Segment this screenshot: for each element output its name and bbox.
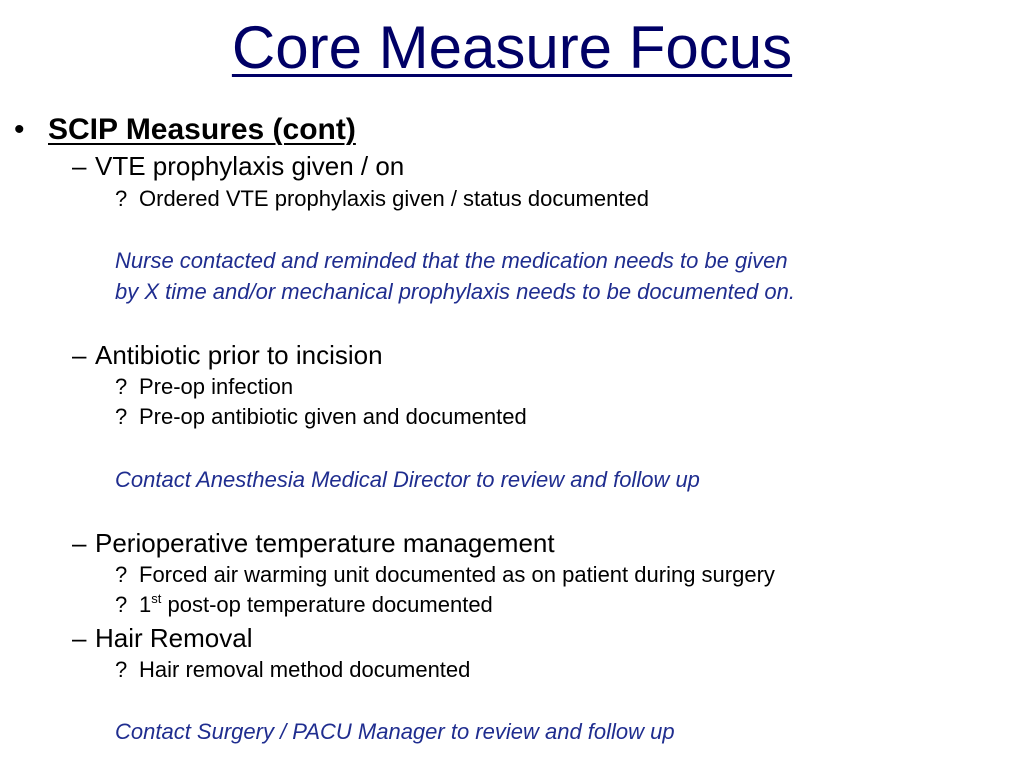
sub-item [115,561,775,589]
sub-item-text: post-op temperature documented [161,592,493,617]
dash-icon: – [72,528,87,558]
superscript: st [151,591,162,606]
dash-icon: – [72,623,87,653]
note-line: Contact Anesthesia Medical Director to review and follow up [115,467,700,492]
section-heading [14,110,356,150]
sub-item-text: Hair removal method documented [139,657,471,682]
sub-item [115,373,293,401]
sub-item-text: Forced air warming unit documented as on patient during surgery [139,562,775,587]
question-mark-icon: ? [115,186,128,211]
sub-item-text: Ordered VTE prophylaxis given / status documented [139,186,649,211]
section-heading-label: SCIP Measures (cont) [48,113,356,146]
note-line: Nurse contacted and reminded that the medication needs to be given [115,248,788,273]
list-item-temperature [72,527,555,559]
list-item-label: Perioperative temperature management [95,528,555,558]
sub-item-prefix: 1 [139,592,152,617]
question-mark-icon: ? [115,404,128,429]
list-item-label: VTE prophylaxis given / on [95,151,405,181]
note-line: by X time and/or mechanical prophylaxis needs to be documented on. [115,279,795,304]
list-item-antibiotic [72,339,383,371]
question-mark-icon: ? [115,374,128,399]
slide-title: Core Measure Focus [231,14,793,81]
question-mark-icon: ? [115,657,128,682]
sub-item-text: Pre-op antibiotic given and documented [139,404,527,429]
list-item-label: Hair Removal [95,623,253,653]
question-mark-icon: ? [115,592,128,617]
sub-item [115,591,493,619]
dash-icon: – [72,340,87,370]
sub-item [115,403,527,431]
list-item-hair-removal [72,622,253,654]
list-item-vte [72,150,404,182]
list-item-label: Antibiotic prior to incision [95,340,383,370]
bullet-icon: • [14,113,25,146]
question-mark-icon: ? [115,562,128,587]
sub-item [115,185,649,213]
dash-icon: – [72,151,87,181]
sub-item-text: Pre-op infection [139,374,294,399]
note-line: Contact Surgery / PACU Manager to review and follow up [115,719,675,744]
sub-item [115,656,470,684]
